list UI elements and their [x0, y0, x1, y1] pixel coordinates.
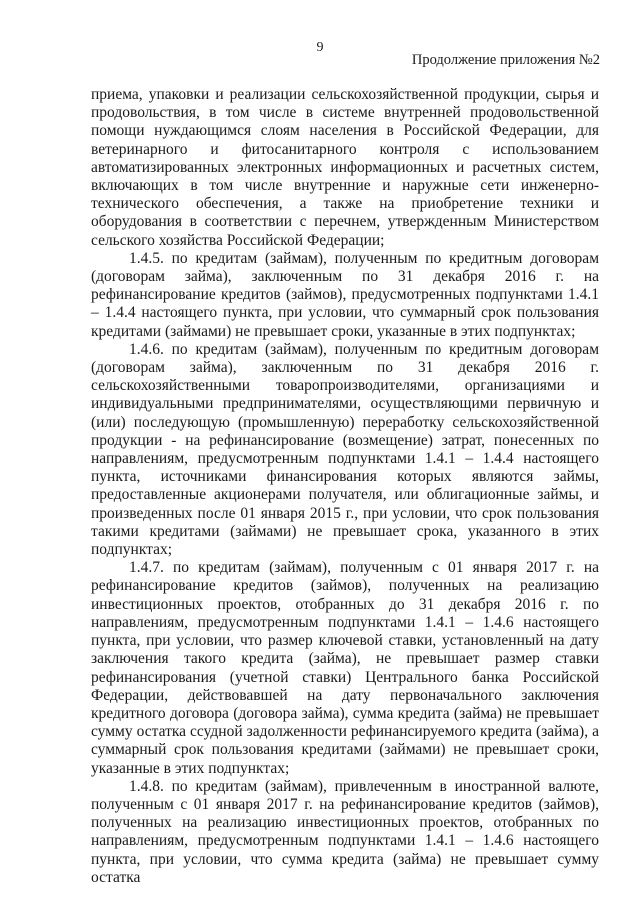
paragraph-1-4-5: 1.4.5. по кредитам (займам), полученным по кредитным договорам (договорам займа), заключенным по 31 декабря 2016 г. на рефинансирование кредитов (займов), предусмотренных подпунктами 1.4.1 – 1.4.4 настоящего пункта, при условии, что суммарный срок пользования кредитами (займами) не превышает сроки, указанные в этих подпунктах; — [91, 249, 599, 340]
paragraph-1-4-6: 1.4.6. по кредитам (займам), полученным по кредитным договорам (договорам займа), заключенным по 31 декабря 2016 г. сельскохозяйственными товаропроизводителями, организациями и индивидуальными предпринимателями, осуществляющими первичную и (или) последующую (промышленную) переработку сельскохозяйственной продукции - на рефинансирование (возмещение) затрат, понесенных по направлениям, предусмотренным подпунктами 1.4.1 – 1.4.4 настоящего пункта, источниками финансирования которых являются займы, предоставленные акционерами получателя, или облигационные займы, и произведенных после 01 января 2015 г., при условии, что срок пользования такими кредитами (займами) не превышает срока, указанного в этих подпунктах; — [91, 340, 599, 559]
paragraph-1-4-7: 1.4.7. по кредитам (займам), полученным с 01 января 2017 г. на рефинансирование кредитов (займов), полученных на реализацию инвестиционных проектов, отобранных до 31 декабря 2016 г. по направлениям, предусмотренным подпунктами 1.4.1 – 1.4.6 настоящего пункта, при условии, что размер ключевой ставки, установленный на дату заключения такого кредита (займа), не превышает размер ставки рефинансирования (учетной ставки) Центрального банка Российской Федерации, действовавшей на дату первоначального заключения кредитного договора (договора займа), сумма кредита (займа) не превышает сумму остатка ссудной задолженности рефинансируемого кредита (займа), а суммарный срок пользования кредитами (займами) не превышает сроки, указанные в этих подпунктах; — [91, 559, 599, 777]
appendix-continuation-note: Продолжение приложения №2 — [411, 52, 600, 68]
paragraph-1-4-8: 1.4.8. по кредитам (займам), привлеченным в иностранной валюте, полученным с 01 января 2017 г. на рефинансирование кредитов (займов), полученных на реализацию инвестиционных проектов, отобранных по направлениям, предусмотренным подпунктами 1.4.1 – 1.4.6 настоящего пункта, при условии, что сумма кредита (займа) не превышает сумму остатка — [91, 777, 599, 886]
paragraph-continuation: приема, упаковки и реализации сельскохозяйственной продукции, сырья и продовольствия, в том числе в системе внутренней продовольственной помощи нуждающимся слоям населения в Российской Федерации, для ветеринарного и фитосанитарного контроля с использованием автоматизированных электронных информационных и расчетных систем, включающих в том числе внутренние и наружные сети инженерно-технического обеспечения, а также на приобретение техники и оборудования в соответствии с перечнем, утвержденным Министерством сельского хозяйства Российской Федерации; — [91, 86, 599, 249]
document-body — [91, 86, 599, 887]
page-number: 9 — [316, 40, 324, 55]
